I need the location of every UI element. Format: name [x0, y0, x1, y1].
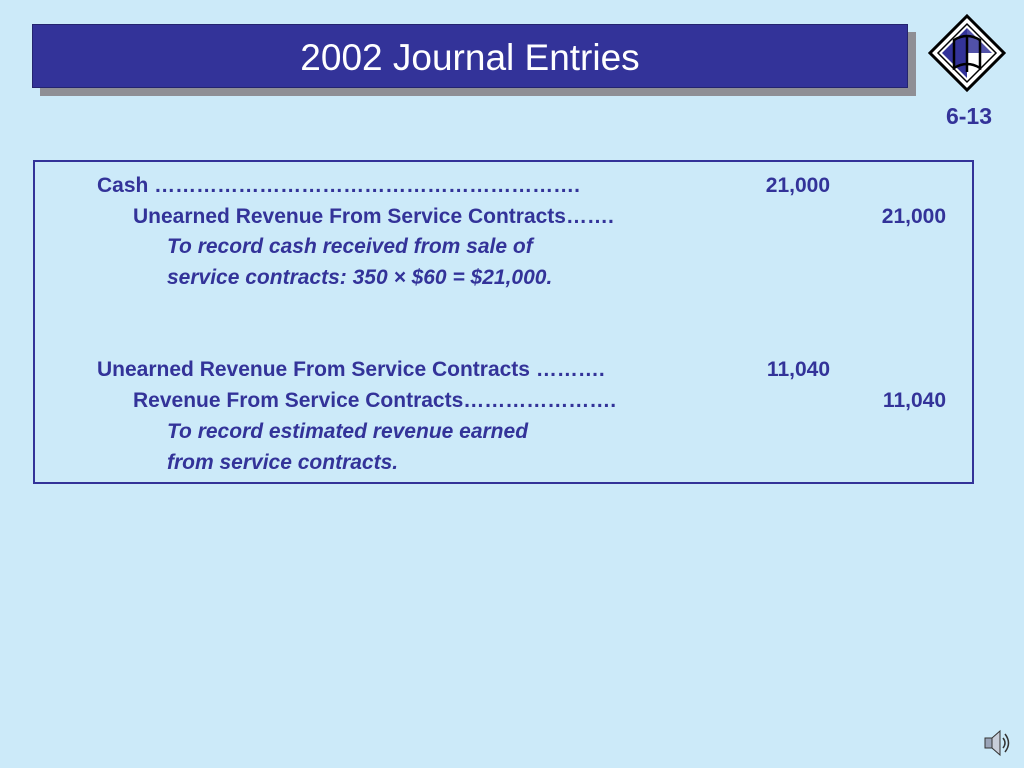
entry-explanation: To record estimated revenue earned	[167, 420, 529, 443]
entry-explanation: from service contracts.	[167, 451, 399, 474]
journal-entry-1-debit-row	[35, 170, 972, 201]
credit-amount: 11,040	[882, 389, 946, 412]
journal-entry-1-credit-row	[35, 201, 972, 232]
title-bar	[32, 24, 908, 88]
debit-amount: 11,040	[766, 358, 830, 381]
slide-title: 2002 Journal Entries	[300, 36, 640, 78]
journal-entry-1-explanation-row-2	[35, 262, 972, 293]
diamond-logo-icon	[928, 14, 1006, 92]
entry-explanation: service contracts: 350 × $60 = $21,000.	[167, 266, 553, 289]
journal-entry-2-explanation-row-2	[35, 447, 972, 478]
journal-entry-1-explanation-row-1	[35, 231, 972, 262]
credit-amount: 21,000	[881, 205, 946, 228]
journal-entry-2-explanation-row-1	[35, 416, 972, 447]
entry-explanation: To record cash received from sale of	[167, 235, 533, 258]
slide-number: 6-13	[945, 103, 992, 129]
speaker-icon[interactable]	[982, 727, 1012, 759]
journal-entry-2-debit-row	[35, 354, 972, 385]
journal-entries-box	[33, 160, 974, 484]
debit-account: Unearned Revenue From Service Contracts ……….	[97, 358, 605, 381]
debit-amount: 21,000	[765, 174, 830, 197]
credit-account: Unearned Revenue From Service Contracts…….	[133, 205, 614, 228]
journal-entry-2-credit-row	[35, 385, 972, 416]
credit-account: Revenue From Service Contracts………………….	[133, 389, 617, 412]
debit-account: Cash …………………………………………………….	[97, 174, 581, 197]
